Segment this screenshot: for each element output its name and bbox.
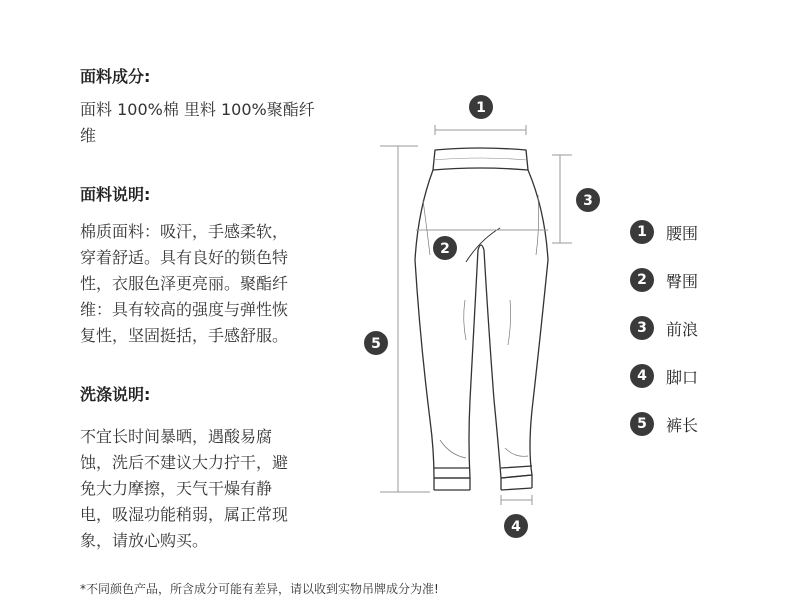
fabric-composition-title: 面料成分: [80, 67, 151, 86]
marker-4-label: 4 [511, 519, 521, 535]
fabric-description-text: 棉质面料：吸汗，手感柔软， 穿着舒适。具有良好的锁色特 性，衣服色泽更亮丽。聚酯纤 维：具有较高的强度与弹性恢 复性，坚固挺括，手感舒服。 [80, 222, 289, 345]
fabric-composition-text: 面料 100%棉 里料 100%聚酯纤 维 [80, 100, 315, 145]
fabric-description-title: 面料说明: [80, 185, 151, 204]
legend-number: 1 [630, 220, 654, 244]
legend-label: 裤长 [666, 415, 699, 435]
measurement-markers [364, 95, 600, 538]
legend-label: 臀围 [666, 271, 699, 291]
marker-1-label: 1 [476, 100, 486, 116]
legend-number: 4 [630, 364, 654, 388]
measurement-lines [380, 125, 572, 505]
legend-number: 2 [630, 268, 654, 292]
pants-outline [415, 148, 548, 490]
legend-item [630, 352, 698, 400]
legend-item [630, 256, 698, 304]
marker-3-label: 3 [583, 193, 593, 209]
washing-instructions-title: 洗涤说明: [80, 385, 151, 404]
legend-label: 脚口 [666, 367, 699, 387]
legend-label: 腰围 [666, 223, 699, 243]
footnote: *不同颜色产品，所含成分可能有差异，请以收到实物吊牌成分为准! [80, 582, 439, 596]
marker-5-label: 5 [371, 336, 381, 352]
legend-label: 前浪 [666, 319, 699, 339]
washing-instructions-text: 不宜长时间暴晒，遇酸易腐 蚀，洗后不建议大力拧干，避 免大力摩擦，天气干燥有静 电，吸湿功能稍弱，属正常现 象，请放心购买。 [80, 427, 289, 550]
legend-number: 5 [630, 412, 654, 436]
legend-item [630, 208, 698, 256]
legend-item [630, 304, 698, 352]
legend-item [630, 400, 698, 448]
legend-number: 3 [630, 316, 654, 340]
measurement-legend [630, 208, 698, 448]
marker-2-label: 2 [440, 241, 450, 257]
